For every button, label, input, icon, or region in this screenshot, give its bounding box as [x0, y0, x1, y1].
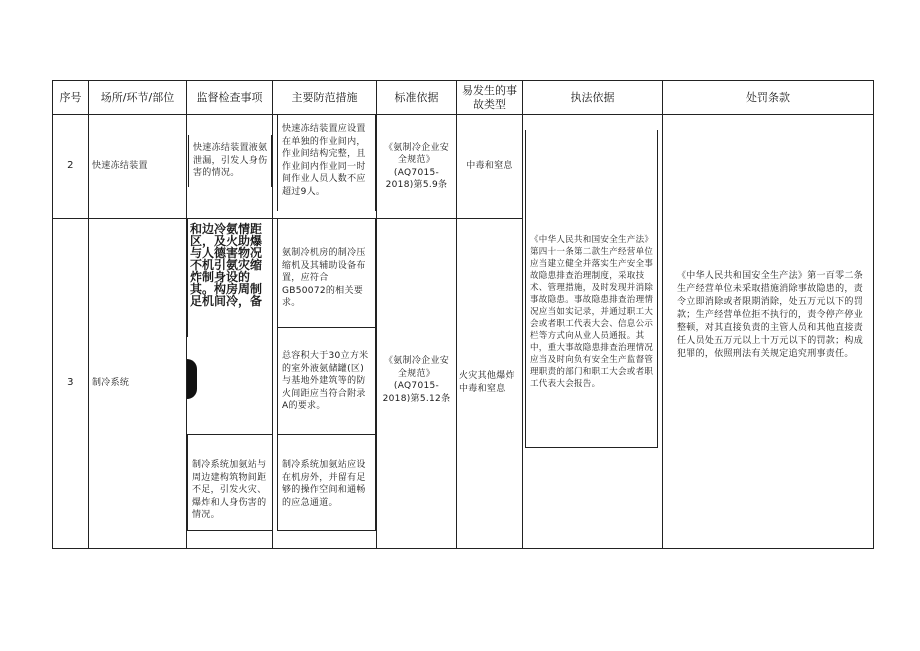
row2-measures: 快速冻结装置应设置在单独的作业间内，作业间结构完整，且作业间内作业同一时间作业人员人数不应超过9人。 — [277, 115, 376, 211]
row3-item-c: 制冷系统加氨站与周边建构筑物间距不足，引发火灾、爆炸和人身伤害的情况。 — [187, 435, 273, 531]
header-place: 场所/环节/部位 — [100, 90, 175, 104]
header-accident: 易发生的事故类型 — [462, 83, 517, 111]
header-measures: 主要防范措施 — [291, 90, 358, 104]
row3-standard: 《氨制冷企业安全规范》(AQ7015-2018)第5.12条 — [382, 356, 451, 404]
row3-seq: 3 — [67, 377, 74, 389]
row2-standard: 《氨制冷企业安全规范》(AQ7015-2018)第5.9条 — [383, 142, 450, 190]
row3-place: 制冷系统 — [92, 378, 130, 389]
row3-item-a: 和边冷氨情距区，及火助爆与人德害物况不机引氨灾缩炸制身设的其。构房周制足机间冷，备 — [187, 219, 273, 337]
row2-item: 快速冻结装置液氨泄漏，引发人身伤害的情况。 — [188, 135, 272, 187]
row3-measures-a: 氨制冷机房的制冷压缩机及其辅助设备布置，应符合GB50072的相关要求。 — [277, 219, 376, 327]
inspection-table — [52, 80, 874, 549]
row3-measures-c: 制冷系统加氨站应设在机房外，并留有足够的操作空间和通畅的应急通道。 — [277, 435, 376, 531]
header-item: 监督检查事项 — [196, 90, 263, 104]
row2-accident: 中毒和窒息 — [466, 161, 513, 172]
header-seq: 序号 — [59, 90, 82, 104]
header-standard: 标准依据 — [394, 90, 439, 104]
law-text: 《中华人民共和国安全生产法》第四十一条第二款生产经营单位应当建立健全并落实生产安全事故隐患排查治理制度，采取技术、管理措施，及时发现并消除事故隐患。事故隐患排查治理情况应当如实记录，并通过职工大会或者职工代表大会、信息公示栏等方式向从业人员通报。其中，重大事故隐患排查治理情况应当及时向负有安全生产监督管理职责的部门和职工大会或者职工代表大会报告。 — [525, 130, 658, 448]
row3-measures-b: 总容积大于30立方米的室外液氨储罐(区)与基地外建筑等的防火间距应当符合附录A的要求。 — [277, 328, 376, 434]
header-penalty: 处罚条款 — [746, 90, 790, 104]
col-border-8 — [873, 80, 874, 549]
scan-smudge — [187, 359, 197, 399]
col-border-1 — [88, 80, 89, 549]
row3-accident: 火灾其他爆炸中毒和窒息 — [459, 371, 515, 394]
table-border-bottom — [52, 548, 874, 549]
row2-place: 快速冻结装置 — [92, 161, 148, 172]
header-law: 执法依据 — [570, 90, 615, 104]
penalty-text: 《中华人民共和国安全生产法》第一百零二条生产经营单位未采取措施消除事故隐患的，责令立即消除或者限期消除，处五万元以下的罚款；生产经营单位拒不执行的，责令停产停业整顿，对其直接负责的主管人员和其他直接责任人员处五万元以上十万元以下的罚款；构成犯罪的，依照刑法有关规定追究刑事责任。 — [677, 271, 864, 359]
row2-seq: 2 — [67, 160, 74, 172]
